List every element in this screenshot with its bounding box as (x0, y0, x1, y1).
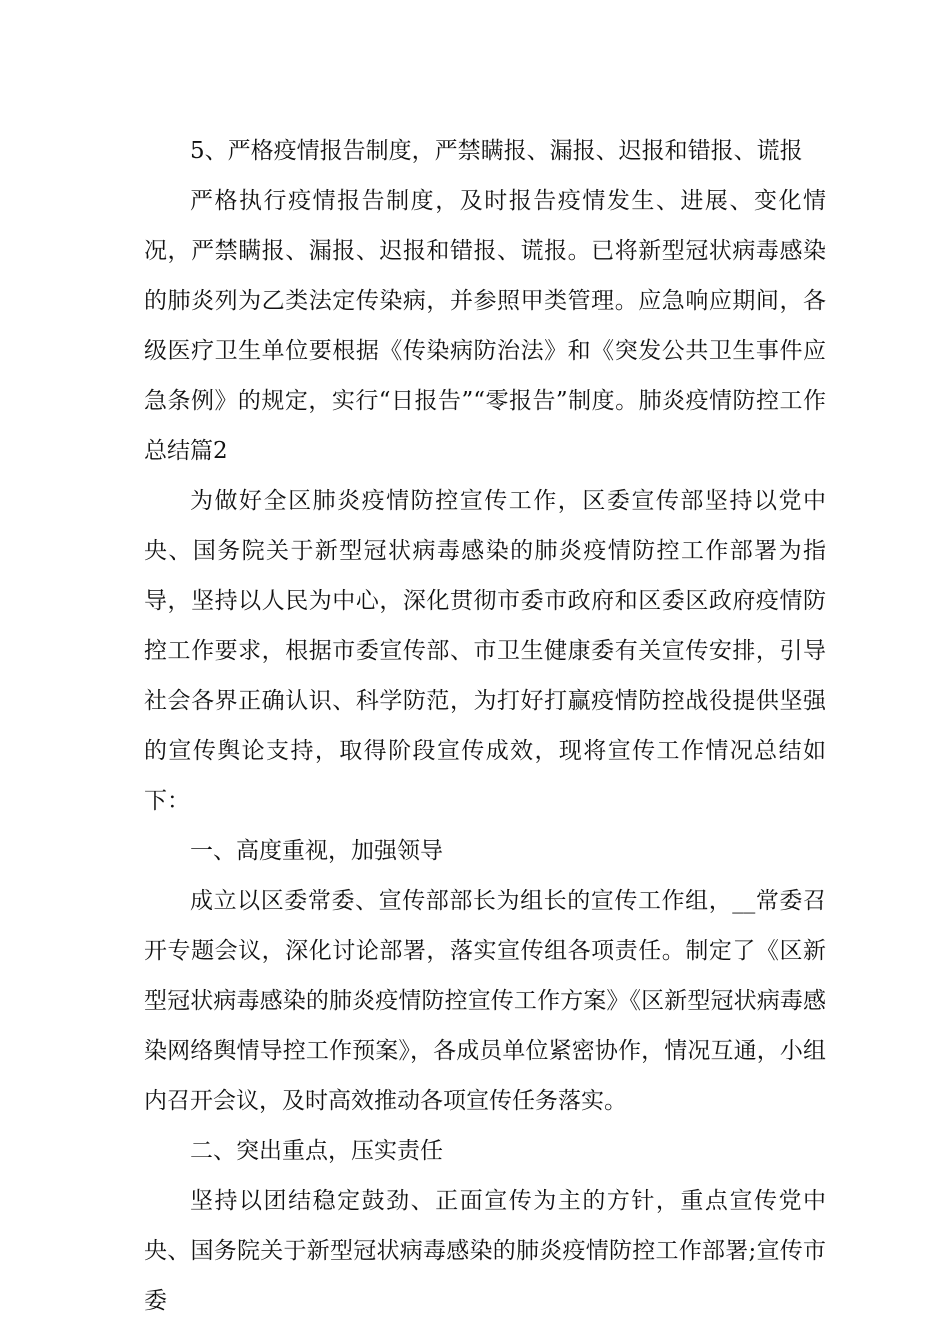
body-paragraph: 坚持以团结稳定鼓劲、正面宣传为主的方针，重点宣传党中央、国务院关于新型冠状病毒感染的肺炎疫情防控工作部署;宣传市委 (144, 1188, 826, 1314)
body-paragraph: 为做好全区肺炎疫情防控宣传工作，区委宣传部坚持以党中央、国务院关于新型冠状病毒感染的肺炎疫情防控工作部署为指导，坚持以人民为中心，深化贯彻市委市政府和区委区政府疫情防控工作要求，根据市委宣传部、市卫生健康委有关宣传安排，引导社会各界正确认识、科学防范，为打好打赢疫情防控战役提供坚强的宣传舆论支持，取得阶段宣传成效，现将宣传工作情况总结如下： (144, 488, 826, 814)
body-paragraph: 严格执行疫情报告制度，及时报告疫情发生、进展、变化情况，严禁瞒报、漏报、迟报和错报、谎报。已将新型冠状病毒感染的肺炎列为乙类法定传染病，并参照甲类管理。应急响应期间，各级医疗卫生单位要根据《传染病防治法》和《突发公共卫生事件应急条例》的规定，实行“日报告”“零报告”制度。肺炎疫情防控工作总结篇2 (144, 188, 826, 464)
section-heading-2: 二、突出重点，压实责任 (190, 1138, 443, 1164)
section-heading-1: 一、高度重视，加强领导 (190, 838, 443, 864)
document-body (144, 126, 826, 1326)
body-paragraph: 成立以区委常委、宣传部部长为组长的宣传工作组，__常委召开专题会议，深化讨论部署，落实宣传组各项责任。制定了《区新型冠状病毒感染的肺炎疫情防控宣传工作方案》《区新型冠状病毒感染网络舆情导控工作预案》，各成员单位紧密协作，情况互通，小组内召开会议，及时高效推动各项宣传任务落实。 (144, 888, 826, 1114)
section-heading-5: 5、严格疫情报告制度，严禁瞒报、漏报、迟报和错报、谎报 (190, 138, 803, 164)
